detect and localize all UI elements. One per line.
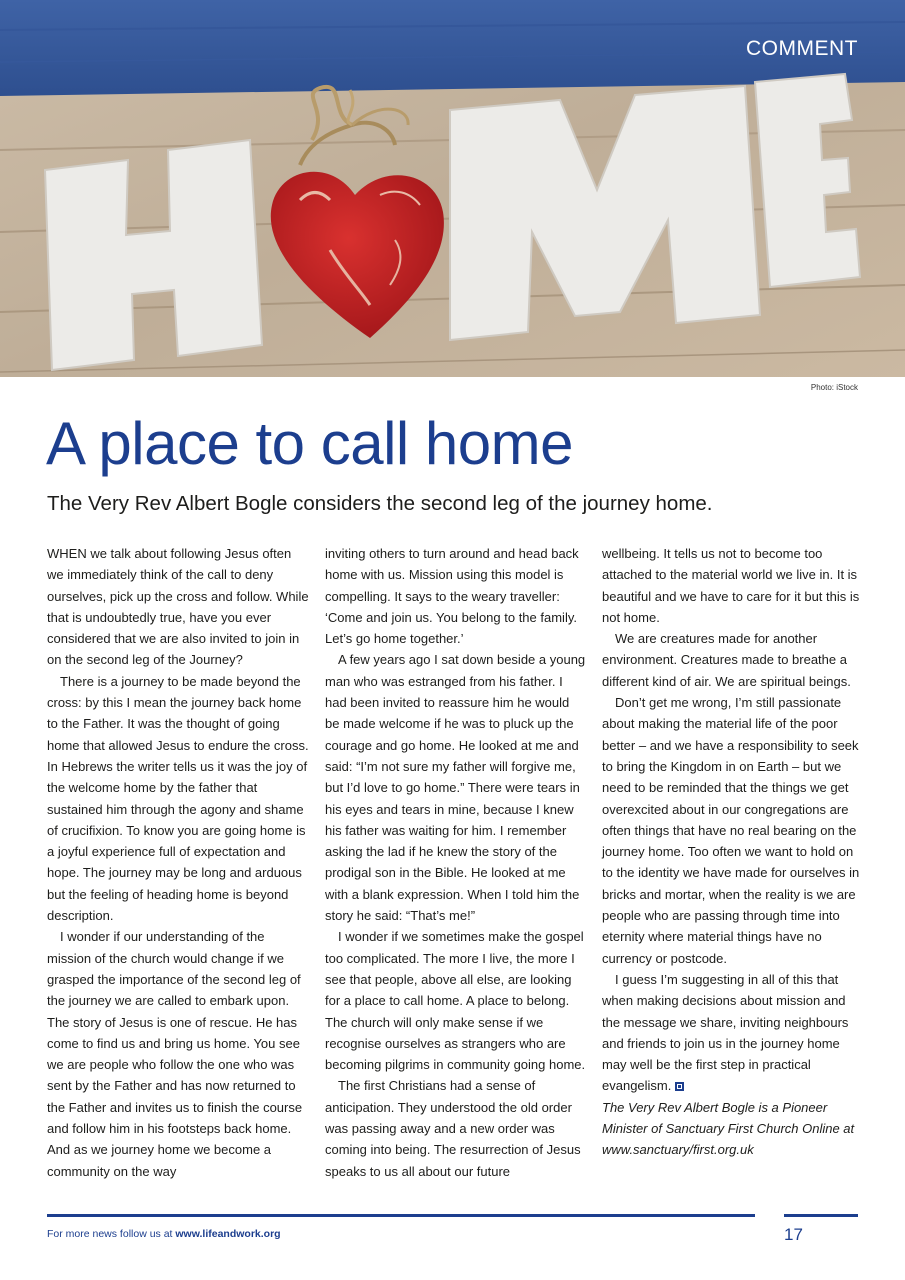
- paragraph: inviting others to turn around and head back home with us. Mission using this model is compelling. It says to the weary traveller: ‘Come and join us. You belong to the family. Let’s go home together.’: [325, 546, 579, 647]
- section-tag: COMMENT: [746, 37, 858, 60]
- paragraph: A few years ago I sat down beside a young man who was estranged from his father. I had been invited to reassure him he would be made welcome if he was to pluck up the courage and go home. He looked at me and said: “I’m not sure my father will forgive me, but I’d love to go home.” There were tears in his eyes and tears in mine, because I knew his father was waiting for him. I remember asking the lad if he knew the story of the prodigal son in the Bible. He looked at me with a blank expression. When I told him the story he said: “That’s me!”: [325, 652, 586, 924]
- paragraph: There is a journey to be made beyond the cross: by this I mean the journey back home to the Father. It was the thought of going home that allowed Jesus to endure the cross. In Hebrews the writer tells us it was the joy of the welcome home by the father that sustained him through the agony and shame of crucifixion. To know you are going home is a joyful experience full of expectation and hope. The journey may be long and arduous but the feeling of heading home is beyond description.: [47, 673, 309, 924]
- column-2: [325, 543, 587, 1182]
- footer-link[interactable]: www.lifeandwork.org: [175, 1228, 281, 1240]
- author-bio: The Very Rev Albert Bogle is a Pioneer Minister of Sanctuary First Church Online at www.sanctuary/first.org.uk: [602, 1099, 855, 1158]
- footer-rule-page: [784, 1214, 858, 1217]
- paragraph: I wonder if our understanding of the mission of the church would change if we grasped the importance of the second leg of the journey we are called to embark upon. The story of Jesus is one of rescue. He has come to find us and bring us home. You see we are people who follow the one who was sent by the Father and has now returned to the Father and invites us to finish the course and follow him in his footsteps back home. And as we journey home we become a community on the way: [47, 929, 303, 1179]
- footer-rule: [47, 1214, 755, 1217]
- paragraph: I wonder if we sometimes make the gospel too complicated. The more I live, the more I see that people, above all else, are looking for a place to call home. A place to belong. The church will only make sense if we recognise ourselves as strangers who are becoming pilgrims in community going home.: [325, 929, 586, 1073]
- standfirst: The Very Rev Albert Bogle considers the second leg of the journey home.: [47, 492, 713, 515]
- headline: A place to call home: [46, 410, 573, 477]
- footer-prefix: For more news follow us at: [47, 1228, 176, 1240]
- page-number: 17: [784, 1225, 803, 1244]
- end-of-article-icon: [675, 1082, 684, 1091]
- column-1: [47, 543, 309, 1182]
- footer-text: [47, 1228, 281, 1240]
- column-3: [602, 543, 864, 1161]
- paragraph: Don’t get me wrong, I’m still passionate about making the material life of the poor better – and we have a responsibility to seek to bring the Kingdom in on Earth – but we need to be reminded that the things we get overexcited about in our congregations are often things that have no real bearing on the journey home. Too often we want to hold on to the identity we have made for ourselves in bricks and mortar, when the reality is we are people who are passing through time into eternity where material things have no currency or postcode.: [602, 695, 860, 966]
- paragraph-text: I guess I’m suggesting in all of this that when making decisions about mission and the message we share, inviting neighbours and friends to join us in the journey home may well be the first step in practical evangelism.: [602, 971, 849, 1094]
- paragraph: WHEN we talk about following Jesus often we immediately think of the call to deny ourselves, pick up the cross and follow. While that is undoubtedly true, have you ever considered that we are also invited to join in on the second leg of the Journey?: [47, 546, 309, 668]
- paragraph: We are creatures made for another environment. Creatures made to breathe a different kind of air. We are spiritual beings.: [602, 631, 851, 689]
- paragraph: The first Christians had a sense of anticipation. They understood the old order was passing away and a new order was coming into being. The resurrection of Jesus speaks to us all about our future: [325, 1078, 581, 1179]
- paragraph-final: [602, 969, 864, 1097]
- paragraph: wellbeing. It tells us not to become too attached to the material world we live in. It is beautiful and we have to care for it but this is not home.: [602, 546, 860, 625]
- photo-credit: Photo: iStock: [810, 383, 858, 392]
